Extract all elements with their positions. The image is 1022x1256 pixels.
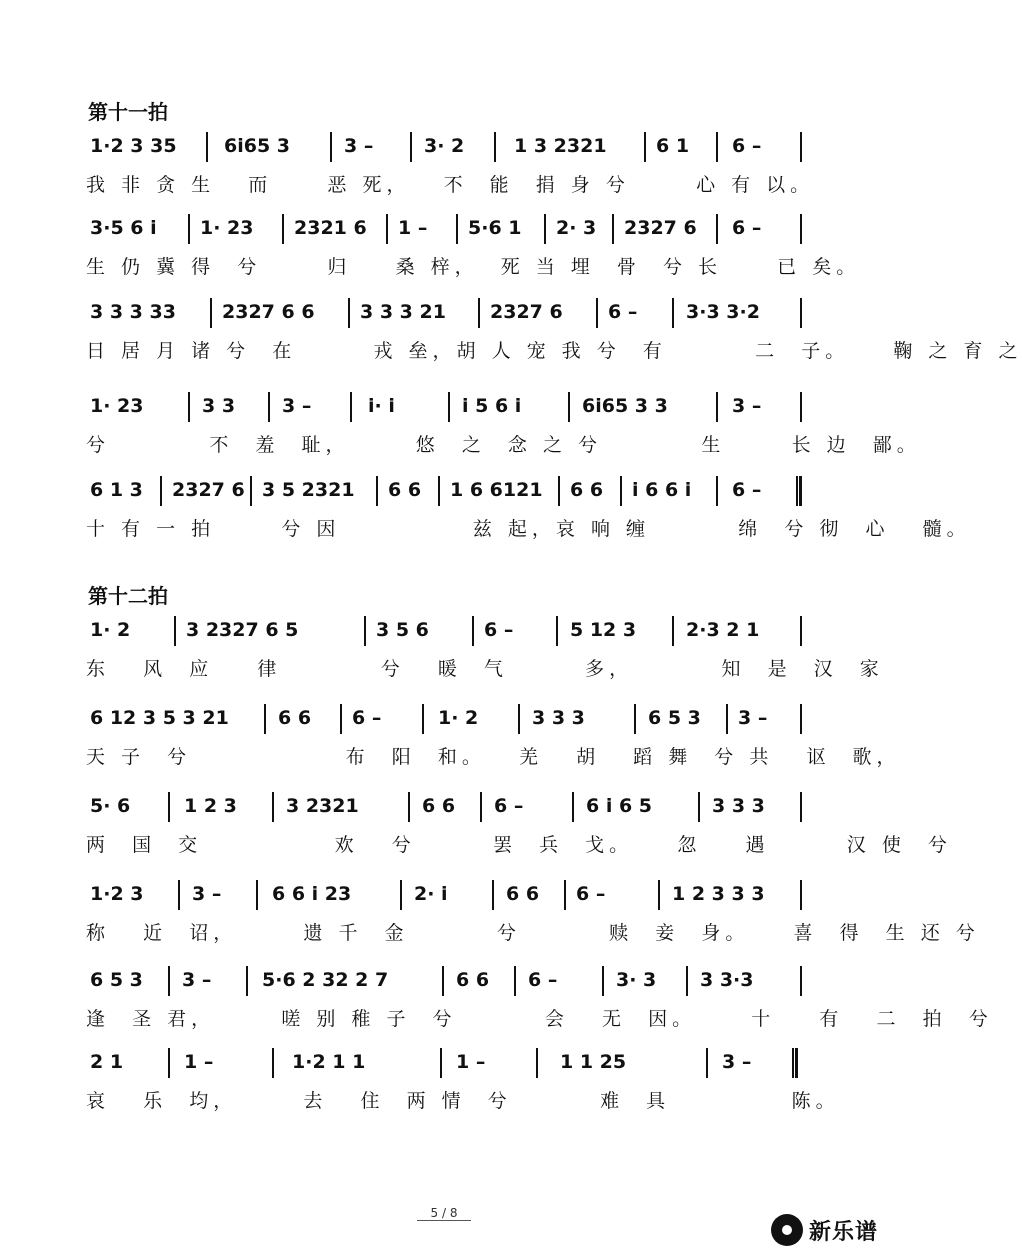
measure-group: 6 6 [422, 795, 456, 817]
measure-group: 2327 6 [624, 217, 697, 239]
measure-group: 6 – [732, 135, 762, 157]
measure-group: 6 – [494, 795, 524, 817]
measure-group: 2327 6 6 [222, 301, 315, 323]
lyrics-line: 天 子 兮 布 阳 和。 羌 胡 蹈 舞 兮 共 讴 歌， [86, 746, 901, 768]
measure-group: 1 3 2321 [514, 135, 607, 157]
measure-group: 1· 2 [438, 707, 479, 729]
measure-group: 3·5 6 i [90, 217, 157, 239]
lyrics-line: 两 国 交 欢 兮 罢 兵 戈。 忽 遇 汉 使 兮 [86, 834, 952, 856]
measure-group: 3 – [344, 135, 374, 157]
measure-group: 1· 2 [90, 619, 131, 641]
measure-group: 6 – [732, 217, 762, 239]
measure-group: 6 i 6 5 [586, 795, 653, 817]
lyrics-line: 日 居 月 诸 兮 在 戎 垒，胡 人 宠 我 兮 有 二 子。 鞠 之 育 之 [86, 340, 1022, 362]
measure-group: 1·2 1 1 [292, 1051, 366, 1073]
measure-group: 1 2 3 3 3 [672, 883, 765, 905]
measure-group: 6 6 [456, 969, 490, 991]
measure-group: 3· 3 [616, 969, 657, 991]
measure-group: 6 6 [388, 479, 422, 501]
record-disc-icon [771, 1214, 803, 1246]
measure-group: 2· 3 [556, 217, 597, 239]
measure-group: 3 5 6 [376, 619, 429, 641]
measure-group: 6 12 3 5 3 21 [90, 707, 229, 729]
measure-group: 6i65 3 [224, 135, 291, 157]
measure-group: 3 – [282, 395, 312, 417]
page-number: 5 / 8 [0, 1206, 888, 1220]
measure-group: i· i [368, 395, 395, 417]
logo-text: 新乐谱 [808, 1219, 878, 1245]
measure-group: 3 – [732, 395, 762, 417]
measure-group: 3 3 3 [712, 795, 765, 817]
measure-group: 1 – [398, 217, 428, 239]
measure-group: 1 6 6121 [450, 479, 543, 501]
section-title-11: 第十一拍 [88, 100, 168, 124]
measure-group: 3 – [722, 1051, 752, 1073]
measure-group: 3 2321 [286, 795, 359, 817]
measure-group: 5 12 3 [570, 619, 637, 641]
measure-group: 1·2 3 35 [90, 135, 177, 157]
measure-group: 6 – [576, 883, 606, 905]
measure-group: 6 5 3 [90, 969, 143, 991]
lyrics-line: 生 仍 冀 得 兮 归 桑 梓， 死 当 埋 骨 兮 长 已 矣。 [86, 256, 861, 278]
measure-group: 1·2 3 [90, 883, 144, 905]
measure-group: i 6 6 i [632, 479, 692, 501]
measure-group: 5·6 2 32 2 7 [262, 969, 389, 991]
measure-group: 3 – [192, 883, 222, 905]
measure-group: i 5 6 i [462, 395, 522, 417]
lyrics-line: 兮 不 羞 耻， 悠 之 念 之 兮 生 长 边 鄙。 [86, 434, 921, 456]
measure-group: 1 2 3 [184, 795, 237, 817]
lyrics-line: 逢 圣 君， 嗟 别 稚 子 兮 会 无 因。 十 有 二 拍 兮 [86, 1008, 993, 1030]
measure-group: 3 3 [202, 395, 236, 417]
measure-group: 5· 6 [90, 795, 131, 817]
measure-group: 6 1 3 [90, 479, 143, 501]
measure-group: 6 6 [278, 707, 312, 729]
measure-group: 2327 6 [490, 301, 563, 323]
lyrics-line: 我 非 贪 生 而 恶 死， 不 能 捐 身 兮 心 有 以。 [86, 174, 815, 196]
measure-group: 3 – [182, 969, 212, 991]
measure-group: 3· 2 [424, 135, 465, 157]
measure-group: 6 6 i 23 [272, 883, 352, 905]
measure-group: 5·6 1 [468, 217, 522, 239]
lyrics-line: 东 风 应 律 兮 暖 气 多， 知 是 汉 家 [86, 658, 884, 680]
measure-group: 6 – [528, 969, 558, 991]
measure-group: 6 1 [656, 135, 690, 157]
lyrics-line: 哀 乐 均， 去 住 两 情 兮 难 具 陈。 [86, 1090, 840, 1112]
site-logo [771, 1214, 878, 1246]
measure-group: 6 – [732, 479, 762, 501]
measure-group: 6i65 3 3 [582, 395, 668, 417]
measure-group: 2· i [414, 883, 448, 905]
measure-group: 3 3 3 [532, 707, 585, 729]
measure-group: 2327 6 [172, 479, 245, 501]
measure-group: 3 3 3 33 [90, 301, 176, 323]
measure-group: 6 – [484, 619, 514, 641]
measure-group: 6 6 [506, 883, 540, 905]
measure-group: 6 6 [570, 479, 604, 501]
measure-group: 6 – [608, 301, 638, 323]
measure-group: 1 1 25 [560, 1051, 627, 1073]
measure-group: 1· 23 [200, 217, 254, 239]
lyrics-line: 称 近 诏， 遗 千 金 兮 赎 妾 身。 喜 得 生 还 兮 [86, 922, 980, 944]
measure-group: 3 3 3 21 [360, 301, 446, 323]
measure-group: 3 5 2321 [262, 479, 355, 501]
measure-group: 2·3 2 1 [686, 619, 760, 641]
lyrics-line: 十 有 一 拍 兮 因 兹 起，哀 响 缠 绵 兮 彻 心 髓。 [86, 518, 971, 540]
measure-group: 3·3 3·2 [686, 301, 760, 323]
measure-group: 1 – [456, 1051, 486, 1073]
measure-group: 1· 23 [90, 395, 144, 417]
measure-group: 1 – [184, 1051, 214, 1073]
section-title-12: 第十二拍 [88, 584, 168, 608]
measure-group: 3 3·3 [700, 969, 754, 991]
measure-group: 6 – [352, 707, 382, 729]
measure-group: 3 2327 6 5 [186, 619, 299, 641]
measure-group: 2 1 [90, 1051, 124, 1073]
measure-group: 6 5 3 [648, 707, 701, 729]
measure-group: 2321 6 [294, 217, 367, 239]
measure-group: 3 – [738, 707, 768, 729]
